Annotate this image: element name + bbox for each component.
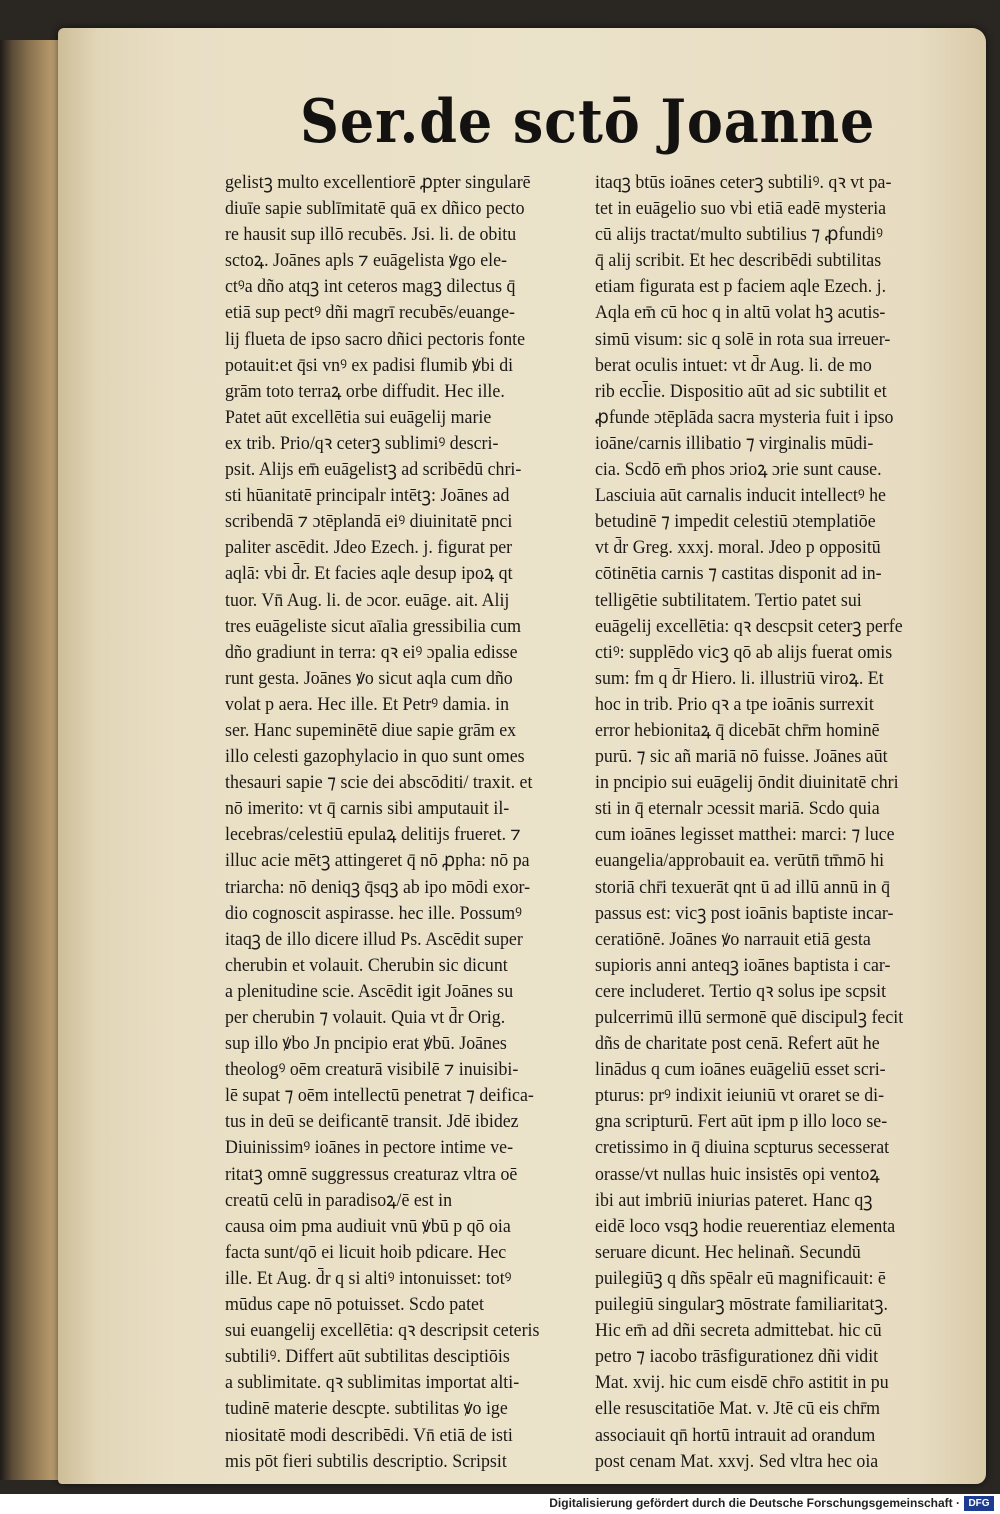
text-line: causa oim pma audiuit vnū ꝟbū p qō oia <box>225 1215 511 1237</box>
text-line: mūdus cape nō potuisset. Scdo patet <box>225 1294 484 1316</box>
text-line: storiā chr̄i texuerāt qnt ū ad illū annū in q̄ <box>595 876 891 898</box>
text-line: facta sunt/qō ei licuit hoib pdicare. Hec <box>225 1241 507 1263</box>
text-line: supioris anni anteqꝫ ioānes baptista i car- <box>595 954 891 976</box>
text-line: tet in euāgelio suo vbi etiā eadē mysteria <box>595 198 887 220</box>
text-line: ser. Hanc supeminētē diue sapie grām ex <box>225 719 517 741</box>
text-line: Mat. xvij. hic cum eisdē chr̄o astitit in pu <box>595 1372 889 1394</box>
text-line: telligētie subtilitatem. Tertio patet sui <box>595 589 862 611</box>
text-line: hoc in trib. Prio qꝛ a tpe ioānis surrexit <box>595 693 874 715</box>
running-heading: Ser.de sctō Joanne <box>300 87 876 157</box>
text-line: Patet aūt excellētia sui euāgelij marie <box>225 406 492 428</box>
text-line: re hausit sup illō recubēs. Jsi. li. de obitu <box>225 224 517 246</box>
text-line: error hebionitaꝝ q̄ dicebāt chr̄m hominē <box>595 719 880 741</box>
text-column-left <box>225 170 585 1475</box>
text-line: theologꝰ oēm creaturā visibilē ⁊ inuisibi- <box>225 1059 519 1081</box>
text-line: Diuinissimꝰ ioānes in pectore intime ve- <box>225 1137 514 1159</box>
text-line: lij flueta de ipso sacro dñici pectoris fonte <box>225 328 526 350</box>
text-line: cum ioānes legisset matthei: marci: ⁊ luce <box>595 824 895 846</box>
text-line: nō imerito: vt q̄ carnis sibi amputauit il- <box>225 798 510 820</box>
text-line: ctꝰa dño atqꝫ int ceteros magꝫ dilectus q̄ <box>225 276 516 298</box>
text-line: itaqꝫ btūs ioānes ceterꝫ subtiliꝰ. qꝛ vt pa- <box>595 172 892 193</box>
text-line: euangelia/approbauit ea. verūtn̄ tm̄mō hi <box>595 850 885 872</box>
text-line: ceratiōnē. Joānes ꝟo narrauit etiā gesta <box>595 928 871 950</box>
text-line: orasse/vt nullas huic insistēs opi ventoꝝ <box>595 1163 880 1185</box>
text-line: mis pōt fieri subtilis descriptio. Scripsit <box>225 1450 507 1472</box>
text-line: elle resuscitatiōe Mat. v. Jtē cū eis chr̄m <box>595 1398 881 1420</box>
text-line: subtiliꝰ. Differt aūt subtilitas desciptiōis <box>225 1346 510 1368</box>
text-line: dño gradiunt in terra: qꝛ eiꝰ ɔpalia edisse <box>225 641 518 663</box>
text-line: scribendā ⁊ ɔtēplandā eiꝰ diuinitatē pnci <box>225 511 513 533</box>
text-line: ꝓfunde ɔtēplāda sacra mysteria fuit i ipso <box>595 406 894 428</box>
text-line: paliter ascēdit. Jdeo Ezech. j. figurat per <box>225 537 513 559</box>
text-line: niositatē modi describēdi. Vn̄ etiā de isti <box>225 1424 513 1446</box>
text-line: q̄ alij scribit. Et hec describēdi subtilitas <box>595 250 882 272</box>
text-line: sctoꝝ. Joānes apls ⁊ euāgelista ꝟgo ele- <box>225 250 507 272</box>
text-line: cere includeret. Tertio qꝛ solus ipe scpsit <box>595 980 887 1002</box>
text-line: potauit:et q̄si vnꝰ ex padisi flumib ꝟbi di <box>225 354 514 376</box>
text-line: volat p aera. Hec ille. Et Petrꝰ damia. in <box>225 693 510 715</box>
text-line: ritatꝫ omnē suggressus creaturaz vltra oē <box>225 1163 518 1185</box>
text-line: cherubin et volauit. Cherubin sic dicunt <box>225 954 508 976</box>
text-line: petro ⁊ iacobo trāsfigurationez dñi vidit <box>595 1346 879 1368</box>
text-line: illo celesti gazophylacio in quo sunt omes <box>225 746 525 768</box>
text-line: pulcerrimū illū sermonē quē discipulꝫ fecit <box>595 1007 904 1028</box>
text-line: cia. Scdō em̄ phos ɔrioꝝ ɔrie sunt cause. <box>595 459 882 481</box>
text-line: aqlā: vbi d̄r. Et facies aqle desup ipoꝝ qt <box>225 563 513 585</box>
text-line: cretissimo in q̄ diuina scpturus secesserat <box>595 1137 890 1159</box>
text-line: ex trib. Prio/qꝛ ceterꝫ sublimiꝰ descri- <box>225 432 499 454</box>
text-line: tres euāgeliste sicut aīalia gressibilia cum <box>225 615 522 637</box>
text-line: psit. Alijs em̄ euāgelistꝫ ad scribēdū chri- <box>225 459 522 481</box>
text-line: post cenam Mat. xxvj. Sed vltra hec oia <box>595 1450 879 1472</box>
digitization-footer <box>0 1494 1000 1514</box>
text-line: simū visum: sic q solē in rota sua irreuer- <box>595 328 891 350</box>
text-line: dio cognoscit aspirasse. hec ille. Possumꝰ <box>225 902 523 924</box>
text-line: thesauri sapie ⁊ scie dei abscōditi/ traxit. et <box>225 772 533 794</box>
text-line: tudinē materie descpte. subtilitas ꝟo ige <box>225 1398 508 1420</box>
dfg-logo-icon: DFG <box>964 1496 994 1511</box>
text-line: pturus: prꝰ indixit ieiuniū vt oraret se di- <box>595 1085 885 1107</box>
text-line: ctiꝰ: supplēdo vicꝫ qō ab alijs fuerat omis <box>595 641 893 663</box>
text-line: a plenitudine scie. Ascēdit igit Joānes su <box>225 980 514 1002</box>
text-line: Lasciuia aūt carnalis inducit intellectꝰ he <box>595 485 886 507</box>
text-line: runt gesta. Joānes ꝟo sicut aqla cum dño <box>225 667 513 689</box>
text-line: betudinē ⁊ impedit celestiū ɔtemplatiōe <box>595 511 876 533</box>
text-line: eidē loco vsqꝫ hodie reuerentiaz elementa <box>595 1215 896 1237</box>
text-line: sti hūanitatē principalr intētꝫ: Joānes ad <box>225 485 510 507</box>
text-line: a sublimitate. qꝛ sublimitas importat alti- <box>225 1372 520 1394</box>
text-line: rib eccl̄ie. Dispositio aūt ad sic subtilit et <box>595 380 887 402</box>
text-line: diuīe sapie sublīmitatē quā ex dñico pecto <box>225 198 525 220</box>
text-line: cū alijs tractat/multo subtilius ⁊ ꝓfundiꝰ <box>595 224 883 246</box>
text-line: per cherubin ⁊ volauit. Quia vt d̄r Orig. <box>225 1007 506 1028</box>
text-line: lecebras/celestiū epulaꝝ delitijs frueret. ⁊ <box>225 824 521 846</box>
text-line: sui euangelij excellētia: qꝛ descripsit ceteris <box>225 1320 540 1342</box>
text-line: tus in deū se deificantē transit. Jdē ibidez <box>225 1111 519 1133</box>
text-line: berat oculis intuet: vt d̄r Aug. li. de mo <box>595 354 872 376</box>
text-line: gna scripturū. Fert aūt ipm p illo loco se- <box>595 1111 888 1133</box>
text-line: euāgelij excellētia: qꝛ descpsit ceterꝫ perfe <box>595 615 903 637</box>
text-line: lē supat ⁊ oēm intellectū penetrat ⁊ deifica- <box>225 1085 534 1107</box>
text-line: illuc acie mētꝫ attingeret q̄ nō ꝓpha: nō pa <box>225 850 530 872</box>
text-line: passus est: vicꝫ post ioānis baptiste incar- <box>595 902 894 924</box>
text-line: ille. Et Aug. d̄r q si altiꝰ intonuisset: totꝰ <box>225 1267 512 1289</box>
text-line: sup illo ꝟbo Jn pncipio erat ꝟbū. Joānes <box>225 1033 507 1055</box>
text-line: itaqꝫ de illo dicere illud Ps. Ascēdit super <box>225 928 523 950</box>
text-line: puilegiū singularꝫ mōstrate familiaritatꝫ. <box>595 1294 889 1316</box>
text-line: seruare dicunt. Hec helinañ. Secundū <box>595 1241 861 1263</box>
text-line: tuor. Vn̄ Aug. li. de ɔcor. euāge. ait. Alij <box>225 589 510 611</box>
text-line: linādus q cum ioānes euāgeliū esset scri- <box>595 1059 886 1081</box>
text-line: associauit qn̄ hortū intrauit ad orandum <box>595 1424 876 1446</box>
text-line: sum: fm q d̄r Hiero. li. illustriū viroꝝ. Et <box>595 667 884 689</box>
text-line: dñs de charitate post cenā. Refert aūt he <box>595 1033 880 1055</box>
text-line: ioāne/carnis illibatio ⁊ virginalis mūdi- <box>595 432 874 454</box>
text-line: sti in q̄ eternalr ɔcessit mariā. Scdo quia <box>595 798 880 820</box>
text-line: in pncipio sui euāgelij ōndit diuinitatē chri <box>595 772 899 794</box>
footer-credit-text: Digitalisierung gefördert durch die Deutsche Forschungsgemeinschaft · <box>549 1496 960 1510</box>
text-line: puilegiūꝫ q dñs spēalr eū magnificauit: ē <box>595 1267 886 1289</box>
text-line: etiā sup pectꝰ dñi magrī recubēs/euange- <box>225 302 515 324</box>
text-line: vt d̄r Greg. xxxj. moral. Jdeo p oppositū <box>595 537 881 559</box>
text-line: gelistꝫ multo excellentiorē ꝓpter singularē <box>225 172 531 193</box>
text-line: triarcha: nō deniqꝫ q̄sqꝫ ab ipo mōdi exor- <box>225 876 531 898</box>
text-line: ibi aut imbriū iniurias pateret. Hanc qꝫ <box>595 1189 873 1211</box>
text-line: cōtinētia carnis ⁊ castitas disponit ad in- <box>595 563 882 585</box>
text-line: purū. ⁊ sic añ mariā nō fuisse. Joānes aūt <box>595 746 888 768</box>
text-line: creatū celū in paradisoꝝ/ē est in <box>225 1189 453 1211</box>
text-column-right <box>595 170 955 1475</box>
text-line: Hic em̄ ad dñi secreta admittebat. hic cū <box>595 1320 882 1342</box>
text-line: Aqla em̄ cū hoc q in altū volat hꝫ acutis- <box>595 302 886 324</box>
text-line: etiam figurata est p faciem aqle Ezech. j. <box>595 276 887 298</box>
text-line: grām toto terraꝝ orbe diffudit. Hec ille. <box>225 380 505 402</box>
